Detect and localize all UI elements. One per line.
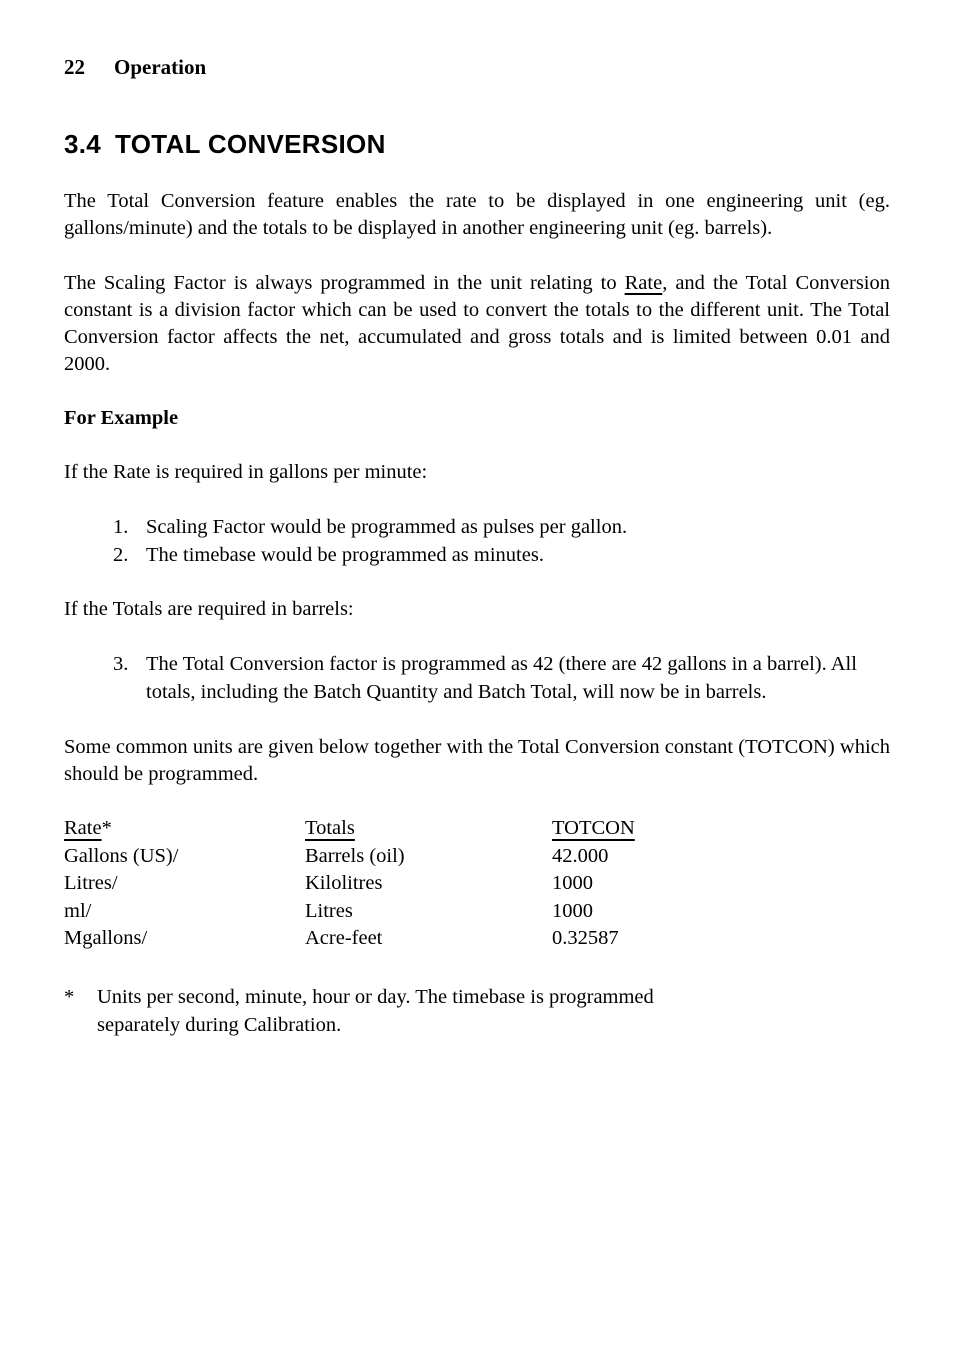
chapter-title: Operation [114,55,207,79]
rate-header-text: Rate [64,817,102,839]
for-example-label: For Example [64,407,179,429]
footnote [64,983,890,1039]
table-row [64,925,890,953]
common-units-paragraph: Some common units are given below together with the Total Conversion constant (TOTCON) which should be programmed. [64,736,890,785]
column-header-rate [64,815,305,843]
cell-totcon: 0.32587 [552,927,619,949]
list-item [64,650,890,706]
table-row [64,898,890,926]
cell-totals: Barrels (oil) [305,844,405,867]
scaling-factor-paragraph [64,270,890,378]
conversion-table [64,815,890,953]
footnote-asterisk: * [64,985,75,1008]
list-item [64,541,890,569]
list-item-text: Scaling Factor would be programmed as pulses per gallon. [146,516,628,538]
list-item-number: 1. [113,516,129,538]
page-number: 22 [64,55,85,79]
cell-totcon: 1000 [552,899,593,922]
list-item-text: The Total Conversion factor is programmed as 42 (there are 42 gallons in a barrel). All totals, including the Batch Quantity and Batch Total, will now be in barrels. [146,653,857,703]
cell-rate: Gallons (US)/ [64,844,179,867]
cell-totcon: 1000 [552,872,593,894]
list-item [64,513,890,541]
cell-totcon: 42.000 [552,844,609,867]
rate-header-asterisk: * [101,817,112,839]
column-header-totals [305,815,552,843]
section-title: TOTAL CONVERSION [115,129,386,159]
table-row [64,870,890,898]
table-row [64,843,890,871]
rate-intro-paragraph: If the Rate is required in gallons per minute: [64,461,428,483]
rate-underlined-word: Rate [624,272,663,294]
rate-example-list [64,513,890,569]
running-header [64,54,890,81]
section-heading [64,128,890,160]
table-header-row [64,815,890,843]
section-number: 3.4 [64,129,102,159]
totals-intro-paragraph: If the Totals are required in barrels: [64,598,354,620]
totals-header-text: Totals [305,817,355,839]
intro-paragraph: The Total Conversion feature enables the rate to be displayed in one engineering unit (eg. gallons/minute) and the totals to be displayed in another engineering unit (eg. barrels). [64,190,890,239]
page-content [64,54,890,1039]
footnote-line: Units per second, minute, hour or day. The timebase is programmed [97,985,654,1008]
cell-rate: Litres/ [64,872,118,894]
cell-totals: Acre-feet [305,927,383,949]
totcon-header-text: TOTCON [552,817,635,839]
cell-totals: Litres [305,899,353,922]
cell-totals: Kilolitres [305,872,383,894]
list-item-number: 3. [113,653,129,675]
totals-example-list [64,650,890,706]
footnote-line: separately during Calibration. [97,1013,342,1036]
list-item-text: The timebase would be programmed as minutes. [146,544,544,566]
footnote-text [97,983,890,1039]
scaling-factor-text-2: , and the Total Conversion constant is a division factor which can be used to convert the totals to the different unit. The Total Conversion factor affects the net, accumulated and gross totals and is limited between 0.01 and 2000. [64,272,890,375]
list-item-number: 2. [113,544,129,566]
scaling-factor-text-1: The Scaling Factor is always programmed in the unit relating to [64,272,625,294]
cell-rate: ml/ [64,899,92,922]
column-header-totcon [552,815,890,843]
cell-rate: Mgallons/ [64,927,148,949]
